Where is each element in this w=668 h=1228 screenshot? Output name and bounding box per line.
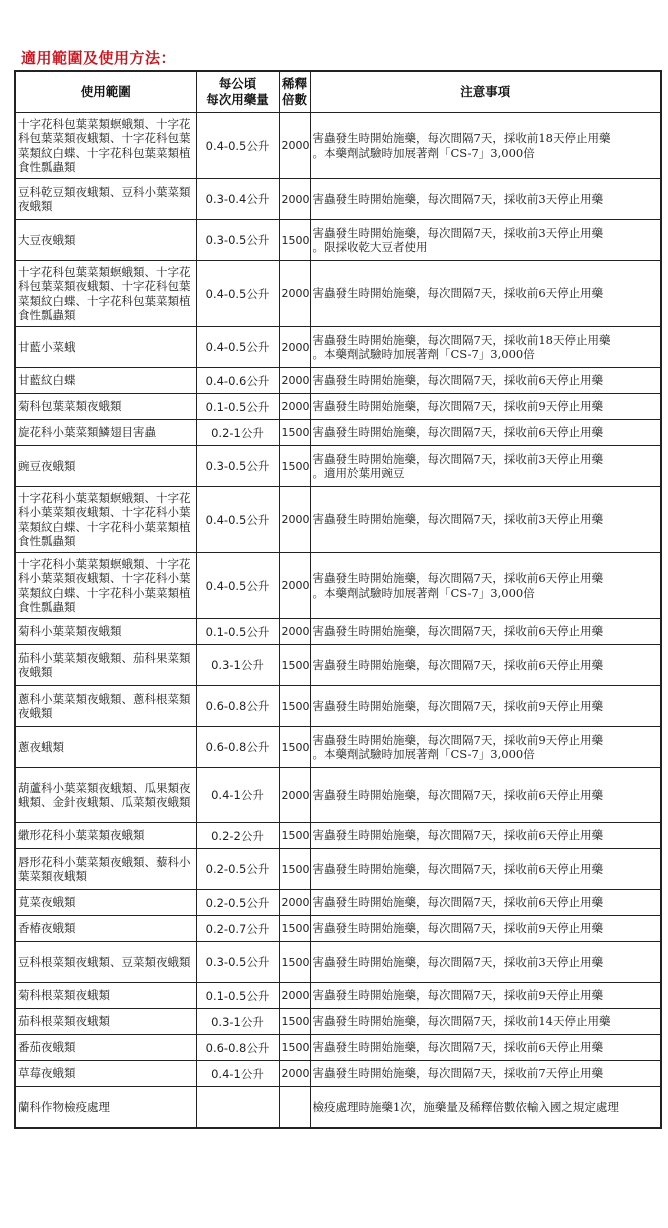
cell-dose: 0.3-0.5公升 xyxy=(196,942,279,983)
table-row xyxy=(15,1009,661,1035)
table-row xyxy=(15,1087,661,1128)
table-row xyxy=(15,768,661,823)
cell-scope: 唇形花科小葉菜類夜蛾類、藜科小葉菜類夜蛾類 xyxy=(15,849,196,890)
note-main-text: 害蟲發生時開始施藥，每次間隔7天，採收前6天停止用藥 xyxy=(312,787,604,802)
cell-dose: 0.1-0.5公升 xyxy=(196,619,279,645)
cell-scope: 豆科乾豆類夜蛾類、豆科小葉菜類夜蛾類 xyxy=(15,179,196,220)
cell-note xyxy=(310,1009,661,1035)
cell-note xyxy=(310,916,661,942)
cell-scope: 十字花科包葉菜類螟蛾類、十字花科包葉菜類夜蛾類、十字花科包葉菜類紋白蝶、十字花科包葉菜類植食性瓢蟲類 xyxy=(15,261,196,327)
cell-dilution: 2000 xyxy=(279,1061,310,1087)
table-row xyxy=(15,645,661,686)
cell-dose: 0.2-0.5公升 xyxy=(196,890,279,916)
cell-scope: 蔥夜蛾類 xyxy=(15,727,196,768)
note-extra-text: 。適用於葉用豌豆 xyxy=(312,466,405,480)
cell-scope: 甘藍紋白蝶 xyxy=(15,368,196,394)
cell-note xyxy=(310,1061,661,1087)
note-extra-text: 。本藥劑試驗時加展著劑「CS-7」3,000倍 xyxy=(312,347,535,361)
cell-note xyxy=(310,1087,661,1128)
table-header-row xyxy=(15,71,661,113)
note-main-text: 害蟲發生時開始施藥，每次間隔7天，採收前14天停止用藥 xyxy=(312,1014,611,1029)
cell-dose: 0.4-1公升 xyxy=(196,1061,279,1087)
note-main-text: 害蟲發生時開始施藥，每次間隔7天，採收前9天停止用藥 xyxy=(312,921,604,936)
cell-dilution: 2000 xyxy=(279,179,310,220)
cell-scope: 菊科根菜類夜蛾類 xyxy=(15,983,196,1009)
cell-scope: 旋花科小葉菜類鱗翅目害蟲 xyxy=(15,420,196,446)
cell-scope: 草莓夜蛾類 xyxy=(15,1061,196,1087)
cell-note xyxy=(310,113,661,179)
cell-dose: 0.3-1公升 xyxy=(196,645,279,686)
cell-note xyxy=(310,890,661,916)
cell-scope: 香椿夜蛾類 xyxy=(15,916,196,942)
cell-dilution: 1500 xyxy=(279,849,310,890)
note-main-text: 害蟲發生時開始施藥，每次間隔7天，採收前18天停止用藥 xyxy=(312,332,611,347)
table-row xyxy=(15,420,661,446)
cell-dilution: 1500 xyxy=(279,686,310,727)
cell-dose: 0.4-0.6公升 xyxy=(196,368,279,394)
cell-dose: 0.3-0.5公升 xyxy=(196,446,279,487)
header-notes: 注意事項 xyxy=(310,71,661,113)
table-row xyxy=(15,916,661,942)
cell-scope: 甘藍小菜蛾 xyxy=(15,327,196,368)
cell-dilution: 2000 xyxy=(279,487,310,553)
cell-note xyxy=(310,327,661,368)
table-row xyxy=(15,113,661,179)
cell-dilution: 1500 xyxy=(279,1009,310,1035)
cell-dilution: 2000 xyxy=(279,553,310,619)
cell-scope: 菊科小葉菜類夜蛾類 xyxy=(15,619,196,645)
header-dilution xyxy=(279,71,310,113)
cell-dilution: 1500 xyxy=(279,446,310,487)
cell-dose: 0.1-0.5公升 xyxy=(196,394,279,420)
cell-dose: 0.2-1公升 xyxy=(196,420,279,446)
cell-dilution xyxy=(279,1087,310,1128)
cell-note xyxy=(310,179,661,220)
cell-dilution: 2000 xyxy=(279,619,310,645)
note-main-text: 害蟲發生時開始施藥，每次間隔7天，採收前6天停止用藥 xyxy=(312,571,604,585)
cell-note xyxy=(310,420,661,446)
header-dose xyxy=(196,71,279,113)
table-row xyxy=(15,553,661,619)
cell-dilution: 2000 xyxy=(279,327,310,368)
cell-scope: 豆科根菜類夜蛾類、豆菜類夜蛾類 xyxy=(15,942,196,983)
note-main-text: 害蟲發生時開始施藥，每次間隔7天，採收前6天停止用藥 xyxy=(312,1040,604,1055)
note-main-text: 害蟲發生時開始施藥，每次間隔7天，採收前6天停止用藥 xyxy=(312,657,604,672)
cell-scope: 莧菜夜蛾類 xyxy=(15,890,196,916)
cell-dose: 0.2-0.7公升 xyxy=(196,916,279,942)
table-row xyxy=(15,327,661,368)
note-main-text: 害蟲發生時開始施藥，每次間隔7天，採收前9天停止用藥 xyxy=(312,698,604,713)
cell-dose xyxy=(196,1087,279,1128)
cell-note xyxy=(310,553,661,619)
cell-dilution: 2000 xyxy=(279,368,310,394)
cell-note xyxy=(310,686,661,727)
cell-note xyxy=(310,487,661,553)
cell-note xyxy=(310,983,661,1009)
note-main-text: 害蟲發生時開始施藥，每次間隔7天，採收前6天停止用藥 xyxy=(312,425,604,440)
cell-dilution: 1500 xyxy=(279,727,310,768)
cell-scope: 十字花科小葉菜類螟蛾類、十字花科小葉菜類夜蛾類、十字花科小葉菜類紋白蝶、十字花科小葉菜類植食性瓢蟲類 xyxy=(15,553,196,619)
cell-dose: 0.4-0.5公升 xyxy=(196,487,279,553)
cell-dose: 0.4-1公升 xyxy=(196,768,279,823)
cell-dilution: 2000 xyxy=(279,261,310,327)
cell-dose: 0.4-0.5公升 xyxy=(196,113,279,179)
cell-dose: 0.3-0.5公升 xyxy=(196,220,279,261)
cell-note xyxy=(310,823,661,849)
section-heading: 適用範圍及使用方法： xyxy=(21,49,177,67)
cell-dose: 0.3-1公升 xyxy=(196,1009,279,1035)
table-row xyxy=(15,179,661,220)
cell-dilution: 1500 xyxy=(279,823,310,849)
cell-scope: 十字花科小葉菜類螟蛾類、十字花科小葉菜類夜蛾類、十字花科小葉菜類紋白蝶、十字花科小葉菜類植食性瓢蟲類 xyxy=(15,487,196,553)
table-row xyxy=(15,1035,661,1061)
cell-dose: 0.6-0.8公升 xyxy=(196,686,279,727)
cell-note xyxy=(310,368,661,394)
table-row xyxy=(15,942,661,983)
cell-scope: 蔥科小葉菜類夜蛾類、蔥科根菜類夜蛾類 xyxy=(15,686,196,727)
cell-scope: 蘭科作物檢疫處理 xyxy=(15,1087,196,1128)
table-row xyxy=(15,890,661,916)
cell-dose: 0.4-0.5公升 xyxy=(196,327,279,368)
cell-dose: 0.4-0.5公升 xyxy=(196,553,279,619)
table-row xyxy=(15,849,661,890)
note-main-text: 害蟲發生時開始施藥，每次間隔7天，採收前6天停止用藥 xyxy=(312,828,604,843)
cell-dilution: 2000 xyxy=(279,983,310,1009)
note-main-text: 害蟲發生時開始施藥，每次間隔7天，採收前3天停止用藥 xyxy=(312,225,604,240)
table-row xyxy=(15,446,661,487)
table-row xyxy=(15,261,661,327)
cell-note xyxy=(310,220,661,261)
cell-dilution: 1500 xyxy=(279,916,310,942)
note-main-text: 害蟲發生時開始施藥，每次間隔7天，採收前6天停止用藥 xyxy=(312,373,604,388)
cell-note xyxy=(310,619,661,645)
note-main-text: 害蟲發生時開始施藥，每次間隔7天，採收前3天停止用藥 xyxy=(312,954,604,969)
cell-scope: 葫蘆科小葉菜類夜蛾類、瓜果類夜蛾類、金針夜蛾類、瓜菜類夜蛾類 xyxy=(15,768,196,823)
cell-dilution: 2000 xyxy=(279,394,310,420)
cell-note xyxy=(310,261,661,327)
cell-dilution: 1500 xyxy=(279,420,310,446)
cell-dose: 0.1-0.5公升 xyxy=(196,983,279,1009)
cell-dose: 0.4-0.5公升 xyxy=(196,261,279,327)
cell-dose: 0.3-0.4公升 xyxy=(196,179,279,220)
note-main-text: 害蟲發生時開始施藥，每次間隔7天，採收前9天停止用藥 xyxy=(312,988,604,1003)
cell-dose: 0.6-0.8公升 xyxy=(196,1035,279,1061)
note-main-text: 檢疫處理時施藥1次，施藥量及稀釋倍數依輸入國之規定處理 xyxy=(312,1099,619,1114)
note-main-text: 害蟲發生時開始施藥，每次間隔7天，採收前3天停止用藥 xyxy=(312,191,604,206)
table-row xyxy=(15,487,661,553)
cell-note xyxy=(310,394,661,420)
cell-dilution: 1500 xyxy=(279,1035,310,1061)
table-row xyxy=(15,823,661,849)
cell-note xyxy=(310,1035,661,1061)
cell-scope: 茄科根菜類夜蛾類 xyxy=(15,1009,196,1035)
table-row xyxy=(15,1061,661,1087)
cell-note xyxy=(310,942,661,983)
note-main-text: 害蟲發生時開始施藥，每次間隔7天，採收前6天停止用藥 xyxy=(312,895,604,910)
cell-scope: 繖形花科小葉菜類夜蛾類 xyxy=(15,823,196,849)
table-row xyxy=(15,983,661,1009)
table-row xyxy=(15,394,661,420)
note-main-text: 害蟲發生時開始施藥，每次間隔7天，採收前6天停止用藥 xyxy=(312,861,604,876)
table-row xyxy=(15,686,661,727)
header-dose-line1: 每公頃 xyxy=(218,76,257,91)
note-extra-text: 。本藥劑試驗時加展著劑「CS-7」3,000倍 xyxy=(312,585,535,600)
cell-dilution: 2000 xyxy=(279,113,310,179)
table-row xyxy=(15,619,661,645)
note-main-text: 害蟲發生時開始施藥，每次間隔7天，採收前3天停止用藥 xyxy=(312,451,604,466)
table-row xyxy=(15,220,661,261)
header-dose-line2: 每次用藥量 xyxy=(206,92,269,107)
cell-dose: 0.6-0.8公升 xyxy=(196,727,279,768)
table-row xyxy=(15,727,661,768)
note-main-text: 害蟲發生時開始施藥，每次間隔7天，採收前3天停止用藥 xyxy=(312,512,604,527)
cell-note xyxy=(310,446,661,487)
cell-note xyxy=(310,768,661,823)
cell-dilution: 2000 xyxy=(279,768,310,823)
note-main-text: 害蟲發生時開始施藥，每次間隔7天，採收前18天停止用藥 xyxy=(312,131,611,145)
header-dilution-line2: 倍數 xyxy=(281,92,307,107)
cell-note xyxy=(310,849,661,890)
cell-note xyxy=(310,645,661,686)
note-extra-text: 。本藥劑試驗時加展著劑「CS-7」3,000倍 xyxy=(312,747,535,761)
cell-scope: 十字花科包葉菜類螟蛾類、十字花科包葉菜類夜蛾類、十字花科包葉菜類紋白蝶、十字花科包葉菜類植食性瓢蟲類 xyxy=(15,113,196,179)
note-extra-text: 。本藥劑試驗時加展著劑「CS-7」3,000倍 xyxy=(312,145,535,160)
usage-table xyxy=(14,70,662,1129)
header-dilution-line1: 稀釋 xyxy=(281,76,307,91)
cell-dose: 0.2-0.5公升 xyxy=(196,849,279,890)
cell-dilution: 1500 xyxy=(279,220,310,261)
cell-scope: 茄科小葉菜類夜蛾類、茄科果菜類夜蛾類 xyxy=(15,645,196,686)
note-main-text: 害蟲發生時開始施藥，每次間隔7天，採收前7天停止用藥 xyxy=(312,1066,604,1081)
cell-dose: 0.2-2公升 xyxy=(196,823,279,849)
cell-scope: 番茄夜蛾類 xyxy=(15,1035,196,1061)
note-main-text: 害蟲發生時開始施藥，每次間隔7天，採收前6天停止用藥 xyxy=(312,286,604,301)
cell-dilution: 1500 xyxy=(279,645,310,686)
note-main-text: 害蟲發生時開始施藥，每次間隔7天，採收前9天停止用藥 xyxy=(312,732,604,747)
cell-scope: 豌豆夜蛾類 xyxy=(15,446,196,487)
cell-dilution: 2000 xyxy=(279,890,310,916)
note-main-text: 害蟲發生時開始施藥，每次間隔7天，採收前9天停止用藥 xyxy=(312,399,604,414)
cell-scope: 菊科包葉菜類夜蛾類 xyxy=(15,394,196,420)
cell-note xyxy=(310,727,661,768)
header-scope: 使用範圍 xyxy=(15,71,196,113)
cell-dilution: 1500 xyxy=(279,942,310,983)
cell-scope: 大豆夜蛾類 xyxy=(15,220,196,261)
note-main-text: 害蟲發生時開始施藥，每次間隔7天，採收前6天停止用藥 xyxy=(312,624,604,639)
note-extra-text: 。限採收乾大豆者使用 xyxy=(312,240,428,254)
table-row xyxy=(15,368,661,394)
